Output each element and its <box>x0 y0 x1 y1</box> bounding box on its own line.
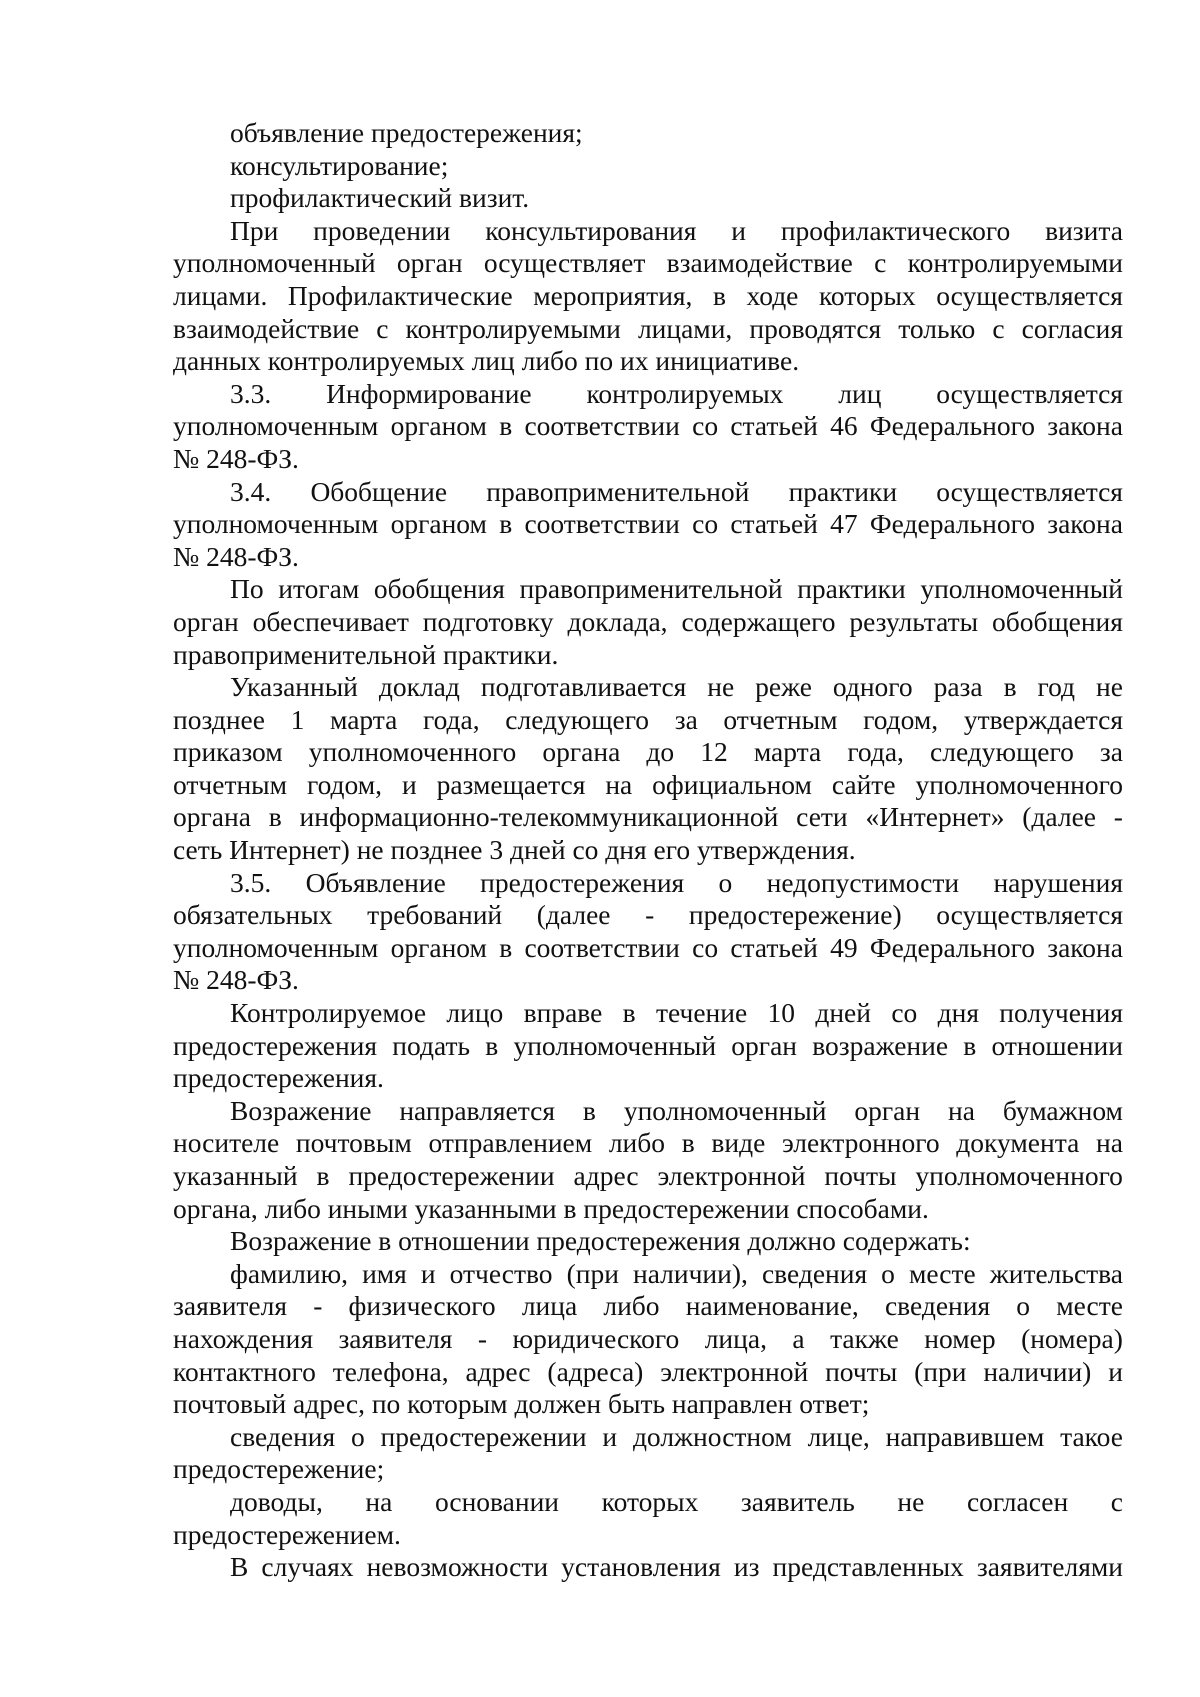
word: осуществляет <box>483 247 646 279</box>
word: о <box>350 1420 365 1452</box>
text-line <box>173 1290 1123 1323</box>
word: до <box>646 736 675 768</box>
word: 3.4. <box>230 475 272 507</box>
word: предостережении <box>380 1420 587 1452</box>
text-line <box>173 1258 1123 1291</box>
word: 1 <box>290 703 305 735</box>
text-line: органа, либо иными указанными в предостережении способами. <box>173 1192 929 1224</box>
word: (номера) <box>1021 1322 1123 1354</box>
word: 10 <box>767 997 796 1029</box>
word: реже <box>755 671 812 703</box>
word: носителе <box>173 1127 280 1159</box>
word: результаты <box>849 605 979 637</box>
word: со <box>692 410 719 442</box>
text-line: № 248-ФЗ. <box>173 442 299 474</box>
word: органом <box>390 410 487 442</box>
word: также <box>830 1322 899 1354</box>
text-line <box>173 313 1123 346</box>
word: фамилию, <box>230 1257 349 1289</box>
word: уполномоченный <box>173 247 376 279</box>
word: недопустимости <box>766 866 960 898</box>
word: осуществляется <box>936 475 1123 507</box>
word: и <box>602 1420 618 1452</box>
word: позднее <box>173 703 265 735</box>
word: ходе <box>746 279 799 311</box>
text-line <box>173 1030 1123 1063</box>
word: уполномоченный <box>920 573 1123 605</box>
word: проводятся <box>749 312 882 344</box>
word: месте <box>908 1257 976 1289</box>
word: закона <box>1047 931 1123 963</box>
word: подготавливается <box>480 671 687 703</box>
word: В <box>230 1551 249 1583</box>
word: органа <box>542 736 621 768</box>
text-line <box>173 867 1123 900</box>
text-line <box>173 932 1123 965</box>
text-line <box>173 476 1123 509</box>
word: уполномоченным <box>173 508 379 540</box>
word: с <box>874 247 887 279</box>
word: в <box>499 410 513 442</box>
word: нахождения <box>173 1322 313 1354</box>
word: обязательных <box>173 899 333 931</box>
word: - <box>645 899 655 931</box>
text-line <box>173 1095 1123 1128</box>
text-line <box>173 801 1123 834</box>
word: заявителя <box>173 1290 288 1322</box>
text-line: предостережение; <box>173 1453 385 1485</box>
word: которых <box>818 279 916 311</box>
word: на <box>948 1094 975 1126</box>
word: в <box>1003 671 1017 703</box>
word: По <box>230 573 264 605</box>
word: уполномоченный <box>623 1094 827 1126</box>
word: вправе <box>523 997 603 1029</box>
text-line: предостережением. <box>173 1518 401 1550</box>
word: либо <box>603 1290 660 1322</box>
word: Информирование <box>326 377 532 409</box>
document-page <box>173 117 1123 1584</box>
word: предостережения <box>173 1029 378 1061</box>
word: адрес <box>573 1160 639 1191</box>
word: с <box>376 312 389 344</box>
text-line <box>173 606 1123 639</box>
word: Обобщение <box>310 475 448 507</box>
word: со <box>692 931 719 963</box>
word: на <box>605 768 633 800</box>
word: уполномоченный <box>513 1029 717 1061</box>
word: виде <box>711 1127 766 1159</box>
text-line <box>173 215 1123 248</box>
text-line: правоприменительной практики. <box>173 638 559 670</box>
word: проведении <box>313 214 451 246</box>
word: 3.3. <box>230 377 272 409</box>
word: орган <box>173 605 239 637</box>
word: отправлением <box>428 1127 593 1159</box>
word: статьей <box>730 410 818 442</box>
word: почты <box>824 1160 897 1191</box>
word: либо <box>608 1127 666 1159</box>
word: лицами, <box>637 312 733 344</box>
word: физического <box>348 1290 496 1322</box>
word: подготовку <box>422 605 554 637</box>
word: за <box>674 703 698 735</box>
word: сведения <box>230 1420 336 1452</box>
word: не <box>897 1485 925 1517</box>
word: 49 <box>830 931 858 963</box>
word: доклада, <box>567 605 668 637</box>
word: Объявление <box>305 866 446 898</box>
word: лица <box>521 1290 578 1322</box>
word: имя <box>362 1257 407 1289</box>
word: консультирования <box>485 214 697 246</box>
word: годом, <box>306 768 383 800</box>
word: взаимодействие <box>173 312 360 344</box>
word: юридического <box>512 1322 680 1354</box>
word: из <box>733 1551 760 1583</box>
word: в <box>963 1029 977 1061</box>
word: сведения <box>761 1257 868 1289</box>
word: Федерального <box>869 508 1035 540</box>
word: наименование, <box>685 1290 859 1322</box>
text-line: профилактический визит. <box>230 182 530 214</box>
text-line <box>173 1356 1123 1389</box>
text-line <box>173 671 1123 704</box>
text-line: почтовый адрес, по которым должен быть направлен ответ; <box>173 1388 870 1420</box>
word: в <box>268 801 282 833</box>
word: Возражение <box>230 1094 372 1126</box>
word: раза <box>933 671 983 703</box>
word: взаимодействие <box>666 247 853 279</box>
text-line <box>173 1127 1123 1160</box>
word: в <box>316 1160 330 1191</box>
word: месте <box>1056 1290 1123 1322</box>
word: и <box>1108 1355 1123 1387</box>
word: а <box>792 1322 805 1354</box>
text-line: сеть Интернет) не позднее 3 дней со дня его утверждения. <box>173 834 856 866</box>
word: практики <box>797 573 906 605</box>
word: сведения <box>884 1290 991 1322</box>
word: в <box>499 931 513 963</box>
word: случаях <box>261 1551 354 1583</box>
word: статьей <box>730 931 818 963</box>
word: закона <box>1047 508 1123 540</box>
word: контактного <box>173 1355 316 1387</box>
word: обеспечивает <box>252 605 409 637</box>
text-line <box>173 1160 1123 1193</box>
word: уполномоченным <box>173 410 379 442</box>
text-line <box>173 997 1123 1030</box>
word: со <box>692 508 719 540</box>
text-line <box>173 508 1123 541</box>
word: итогам <box>278 573 360 605</box>
word: за <box>1099 736 1123 768</box>
word: наличии), <box>633 1257 748 1289</box>
word: Федерального <box>869 410 1035 442</box>
text-line: предостережения. <box>173 1062 384 1094</box>
word: установления <box>561 1551 721 1583</box>
word: которых <box>601 1485 699 1517</box>
word: При <box>230 214 279 246</box>
word: правоприменительной <box>486 475 750 507</box>
word: марта <box>329 703 398 735</box>
word: предостережении <box>348 1160 555 1191</box>
word: 47 <box>830 508 858 540</box>
word: о <box>881 1257 895 1289</box>
word: содержащего <box>681 605 836 637</box>
word: сайте <box>831 768 896 800</box>
word: «Интернет» <box>865 801 1005 833</box>
word: осуществляется <box>936 899 1123 931</box>
word: направившем <box>885 1420 1045 1452</box>
word: должностном <box>632 1420 792 1452</box>
word: официальном <box>652 768 812 800</box>
word: электронной <box>657 1160 806 1191</box>
word: и <box>420 1257 436 1289</box>
word: (при <box>566 1257 619 1289</box>
word: доводы, <box>230 1485 323 1517</box>
word: профилактического <box>780 214 1011 246</box>
text-line <box>173 769 1123 802</box>
word: заявитель <box>740 1485 855 1517</box>
word: соответствии <box>524 410 680 442</box>
word: правоприменительной <box>519 573 783 605</box>
word: следующего <box>505 703 650 735</box>
word: практики <box>788 475 898 507</box>
word: Профилактические <box>287 279 513 311</box>
word: указанный <box>173 1160 298 1191</box>
word: требований <box>367 899 503 931</box>
word: сети <box>796 801 848 833</box>
word: (при <box>914 1355 967 1387</box>
word: доклад <box>378 671 460 703</box>
text-line <box>173 247 1123 280</box>
word: в <box>499 508 513 540</box>
text-line <box>173 378 1123 411</box>
word: - <box>1113 801 1123 833</box>
word: отношении <box>991 1029 1123 1061</box>
word: почтовым <box>295 1127 412 1159</box>
text-line <box>173 899 1123 932</box>
word: года, <box>847 736 904 768</box>
text-line: объявление предостережения; <box>230 117 583 148</box>
word: контролируемыми <box>907 247 1123 279</box>
text-line <box>173 280 1123 313</box>
word: - <box>477 1322 488 1354</box>
word: (адреса) <box>547 1355 644 1387</box>
word: наличии) <box>983 1355 1092 1387</box>
word: невозможности <box>366 1551 549 1583</box>
word: в <box>681 1127 695 1159</box>
word: визита <box>1045 214 1123 246</box>
word: и <box>731 214 746 246</box>
word: размещается <box>436 768 586 800</box>
word: органом <box>390 931 487 963</box>
word: марта <box>753 736 822 768</box>
text-line <box>173 410 1123 443</box>
word: со <box>891 997 918 1029</box>
word: документа <box>956 1127 1080 1159</box>
text-line: Возражение в отношении предостережения должно содержать: <box>230 1225 971 1257</box>
word: годом, <box>863 703 939 735</box>
word: 46 <box>830 410 858 442</box>
word: отчетным <box>173 768 288 800</box>
word: органа <box>173 801 251 833</box>
word: лиц <box>838 377 882 409</box>
text-line: № 248-ФЗ. <box>173 540 299 572</box>
word: в <box>485 1029 499 1061</box>
word: 12 <box>700 736 728 768</box>
word: соответствии <box>524 508 680 540</box>
word: Указанный <box>230 671 358 703</box>
word: информационно-телекоммуникационной <box>299 801 779 833</box>
word: возражение <box>812 1029 949 1061</box>
word: в <box>582 1094 596 1126</box>
word: получения <box>999 997 1123 1029</box>
word: лица, <box>704 1322 767 1354</box>
word: о <box>1016 1290 1031 1322</box>
word: заявителя <box>338 1322 453 1354</box>
word: Контролируемое <box>230 997 427 1029</box>
word: не <box>707 671 735 703</box>
word: утверждается <box>963 703 1123 735</box>
word: уполномоченного <box>308 736 517 768</box>
word: только <box>898 312 976 344</box>
word: год <box>1037 671 1076 703</box>
word: заявителями <box>976 1551 1123 1583</box>
word: в <box>622 997 636 1029</box>
text-line <box>173 573 1123 606</box>
word: следующего <box>930 736 1074 768</box>
word: телефона, <box>332 1355 449 1387</box>
word: статьей <box>730 508 818 540</box>
word: электронной <box>660 1355 809 1387</box>
word: лицо <box>446 997 504 1029</box>
word: приказом <box>173 736 283 768</box>
word: предостережения <box>480 866 685 898</box>
text-line: № 248-ФЗ. <box>173 964 299 996</box>
word: дня <box>937 997 979 1029</box>
text-line <box>173 736 1123 769</box>
word: осуществляется <box>936 279 1123 311</box>
word: дней <box>815 997 871 1029</box>
word: подать <box>392 1029 471 1061</box>
word: органом <box>390 508 487 540</box>
word: контролируемых <box>586 377 784 409</box>
word: соответствии <box>524 931 680 963</box>
word: года, <box>423 703 480 735</box>
word: направляется <box>399 1094 555 1126</box>
word: орган <box>854 1094 921 1126</box>
word: отчетным <box>723 703 838 735</box>
text-line: данных контролируемых лиц либо по их инициативе. <box>173 345 800 377</box>
word: адрес <box>465 1355 531 1387</box>
word: с <box>992 312 1005 344</box>
word: одного <box>832 671 913 703</box>
word: 3.5. <box>230 866 272 898</box>
word: на <box>365 1485 393 1517</box>
word: лицами. <box>173 279 268 311</box>
word: осуществляется <box>936 377 1123 409</box>
word: в <box>712 279 726 311</box>
word: орган <box>396 247 463 279</box>
word: орган <box>731 1029 797 1061</box>
word: уполномоченным <box>173 931 379 963</box>
word: согласен <box>966 1485 1069 1517</box>
word: основании <box>434 1485 560 1517</box>
word: на <box>1095 1127 1123 1159</box>
word: бумажном <box>1002 1094 1123 1126</box>
text-line <box>173 1323 1123 1356</box>
word: не <box>1095 671 1123 703</box>
word: с <box>1110 1485 1123 1517</box>
word: - <box>313 1290 323 1322</box>
word: лице, <box>807 1420 870 1452</box>
word: жительства <box>989 1257 1123 1289</box>
word: течение <box>655 997 748 1029</box>
word: (далее <box>536 899 611 931</box>
word: отчество <box>449 1257 553 1289</box>
word: уполномоченного <box>915 1160 1123 1191</box>
word: (далее <box>1022 801 1096 833</box>
word: почты <box>825 1355 898 1387</box>
word: о <box>718 866 733 898</box>
word: нарушения <box>993 866 1123 898</box>
word: представленных <box>772 1551 964 1583</box>
word: предостережение) <box>688 899 902 931</box>
text-line <box>173 1421 1123 1454</box>
word: согласия <box>1021 312 1123 344</box>
text-line <box>173 1551 1123 1584</box>
text-line <box>173 704 1123 737</box>
word: обобщения <box>991 605 1123 637</box>
word: обобщения <box>373 573 505 605</box>
word: контролируемыми <box>405 312 621 344</box>
word: такое <box>1060 1420 1123 1452</box>
word: и <box>401 768 417 800</box>
word: уполномоченного <box>915 768 1123 800</box>
word: номер <box>924 1322 996 1354</box>
text-line: консультирование; <box>230 149 449 181</box>
word: мероприятия, <box>533 279 693 311</box>
word: электронного <box>781 1127 940 1159</box>
text-line <box>173 1486 1123 1519</box>
word: закона <box>1047 410 1123 442</box>
word: Федерального <box>869 931 1035 963</box>
